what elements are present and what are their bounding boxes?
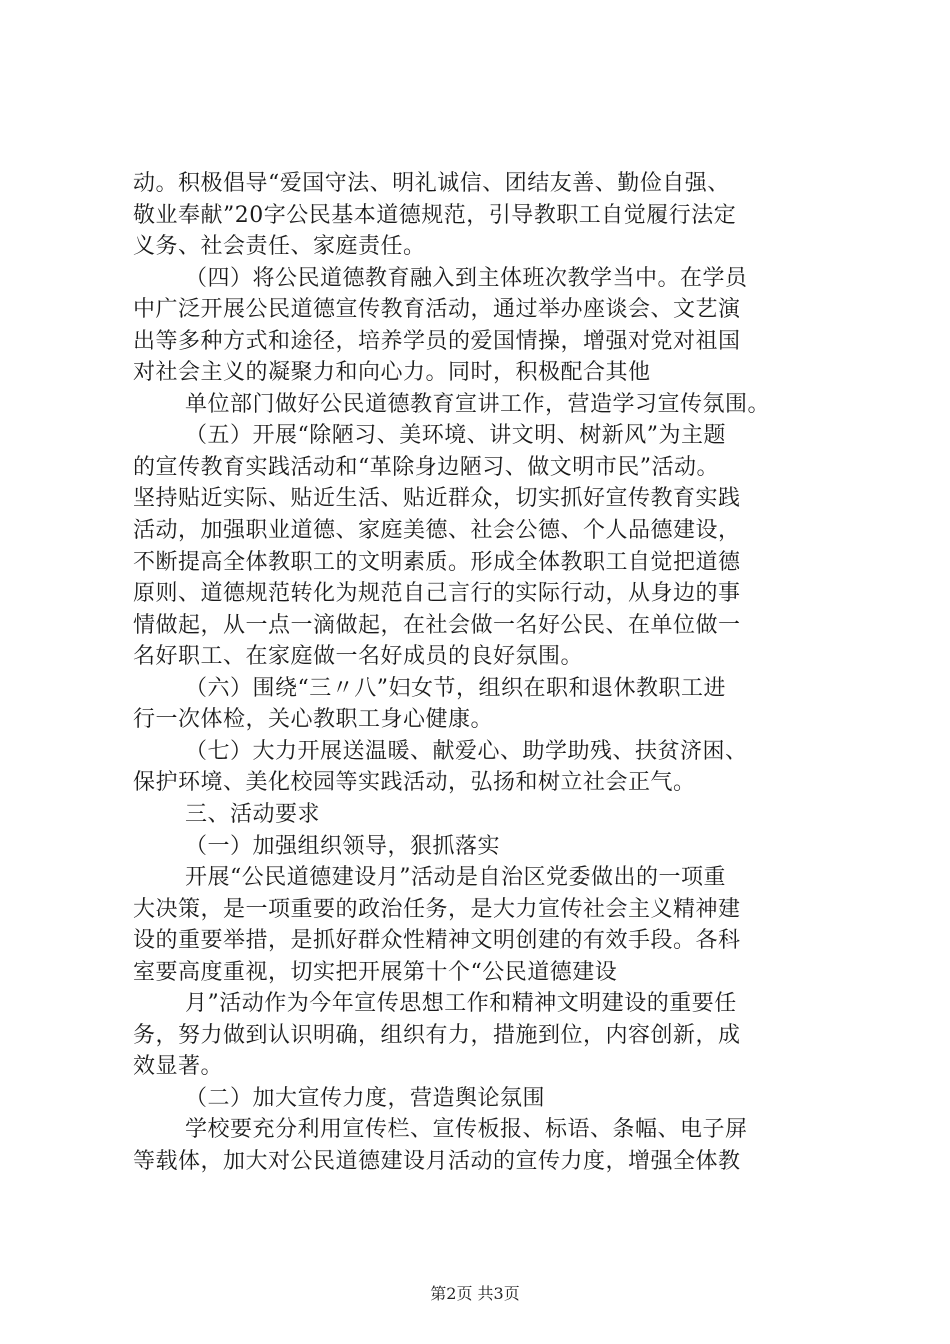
text-line: 设的重要举措，是抓好群众性精神文明创建的有效手段。各科: [133, 928, 741, 953]
text-line: 活动，加强职业道德、家庭美德、社会公德、个人品德建设，: [133, 518, 741, 543]
text-line: 效显著。: [133, 1054, 224, 1079]
text-line: 原则、道德规范转化为规范自己言行的实际行动，从身边的事: [133, 581, 741, 606]
text-line: 保护环境、美化校园等实践活动，弘扬和树立社会正气。: [133, 770, 696, 795]
text-line: 敬业奉献”20字公民基本道德规范，引导教职工自觉履行法定: [133, 203, 737, 228]
text-line: 室要高度重视，切实把开展第十个“公民道德建设: [133, 960, 618, 985]
text-line: 出等多种方式和途径，培养学员的爱国情操，增强对党对祖国: [133, 329, 741, 354]
page-number-footer: 第2页 共3页: [430, 1284, 520, 1303]
subsection-heading: （二）加大宣传力度，营造舆论氛围: [185, 1086, 546, 1111]
text-line: 义务、社会责任、家庭责任。: [133, 234, 426, 259]
text-line: 的宣传教育实践活动和“革除身边陋习、做文明市民”活动。: [133, 455, 719, 480]
text-line: （五）开展“除陋习、美环境、讲文明、树新风”为主题: [185, 423, 726, 448]
text-line: （四）将公民道德教育融入到主体班次教学当中。在学员: [185, 266, 748, 291]
text-line: 对社会主义的凝聚力和向心力。同时，积极配合其他: [133, 360, 651, 385]
text-line: 单位部门做好公民道德教育宣讲工作，营造学习宣传氛围。: [185, 392, 771, 417]
text-line: 务，努力做到认识明确，组织有力，措施到位，内容创新，成: [133, 1023, 741, 1048]
text-line: 学校要充分利用宣传栏、宣传板报、标语、条幅、电子屏: [185, 1117, 748, 1142]
text-line: 情做起，从一点一滴做起，在社会做一名好公民、在单位做一: [133, 613, 741, 638]
text-line: （六）围绕“三〃八”妇女节，组织在职和退休教职工进: [185, 676, 726, 701]
text-line: 等载体，加大对公民道德建设月活动的宣传力度，增强全体教: [133, 1149, 741, 1174]
text-line: 中广泛开展公民道德宣传教育活动，通过举办座谈会、文艺演: [133, 297, 741, 322]
text-line: 开展“公民道德建设月”活动是自治区党委做出的一项重: [185, 865, 726, 890]
subsection-heading: （一）加强组织领导，狠抓落实: [185, 834, 501, 859]
text-line: 动。积极倡导“爱国守法、明礼诚信、团结友善、勤俭自强、: [133, 171, 730, 196]
section-heading: 三、活动要求: [185, 802, 321, 827]
text-line: 行一次体检，关心教职工身心健康。: [133, 707, 494, 732]
text-line: 月”活动作为今年宣传思想工作和精神文明建设的重要任: [185, 991, 737, 1016]
text-line: 坚持贴近实际、贴近生活、贴近群众，切实抓好宣传教育实践: [133, 486, 741, 511]
text-line: 不断提高全体教职工的文明素质。形成全体教职工自觉把道德: [133, 550, 741, 575]
text-line: 名好职工、在家庭做一名好成员的良好氛围。: [133, 644, 584, 669]
text-line: 大决策，是一项重要的政治任务，是大力宣传社会主义精神建: [133, 897, 741, 922]
text-line: （七）大力开展送温暖、献爱心、助学助残、扶贫济困、: [185, 739, 748, 764]
